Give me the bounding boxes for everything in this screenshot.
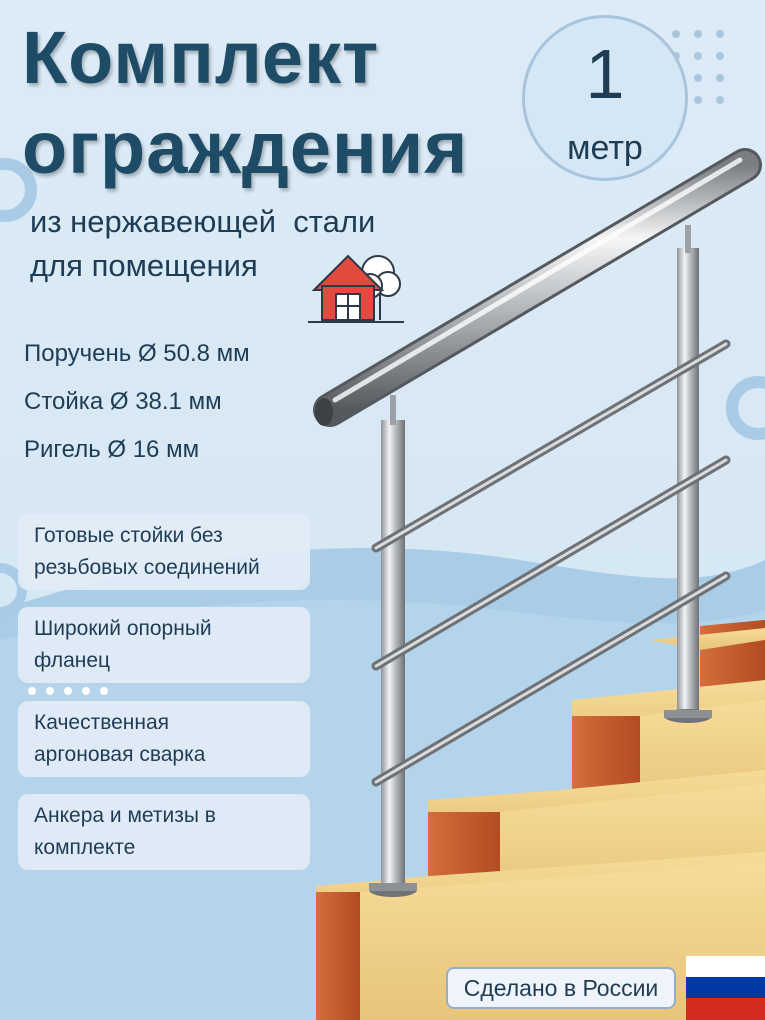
length-badge	[522, 15, 688, 181]
feature-line: резьбовых соединений	[34, 556, 260, 579]
feature-card	[18, 607, 310, 683]
feature-line: Широкий опорный	[34, 617, 212, 640]
flag-stripe-white	[686, 956, 765, 978]
made-in-label: Сделано в России	[446, 967, 676, 1009]
feature-card	[18, 794, 310, 870]
badge-number: 1	[585, 35, 625, 113]
feature-line: комплекте	[34, 836, 136, 859]
spec-post: Стойка Ø 38.1 мм	[24, 388, 222, 415]
feature-card	[18, 514, 310, 590]
spec-handrail: Поручень Ø 50.8 мм	[24, 340, 250, 367]
feature-line: Качественная	[34, 711, 170, 734]
feature-line: Анкера и метизы в	[34, 804, 216, 827]
title-line-2: ограждения	[22, 106, 469, 189]
feature-line: фланец	[34, 649, 111, 672]
title-line-1: Комплект	[22, 16, 380, 99]
badge-unit: метр	[567, 129, 643, 167]
house-with-tree-icon	[306, 242, 406, 328]
russia-flag-icon	[686, 956, 765, 1020]
feature-line: аргоновая сварка	[34, 743, 206, 766]
feature-card	[18, 701, 310, 777]
flag-stripe-red	[686, 998, 765, 1020]
subtitle-line-2: для помещения	[30, 248, 258, 283]
feature-line: Готовые стойки без	[34, 524, 223, 547]
spec-rigel: Ригель Ø 16 мм	[24, 436, 200, 463]
flag-stripe-blue	[686, 977, 765, 999]
subtitle-line-1: из нержавеющей стали	[30, 204, 376, 239]
specs-list	[24, 330, 250, 474]
